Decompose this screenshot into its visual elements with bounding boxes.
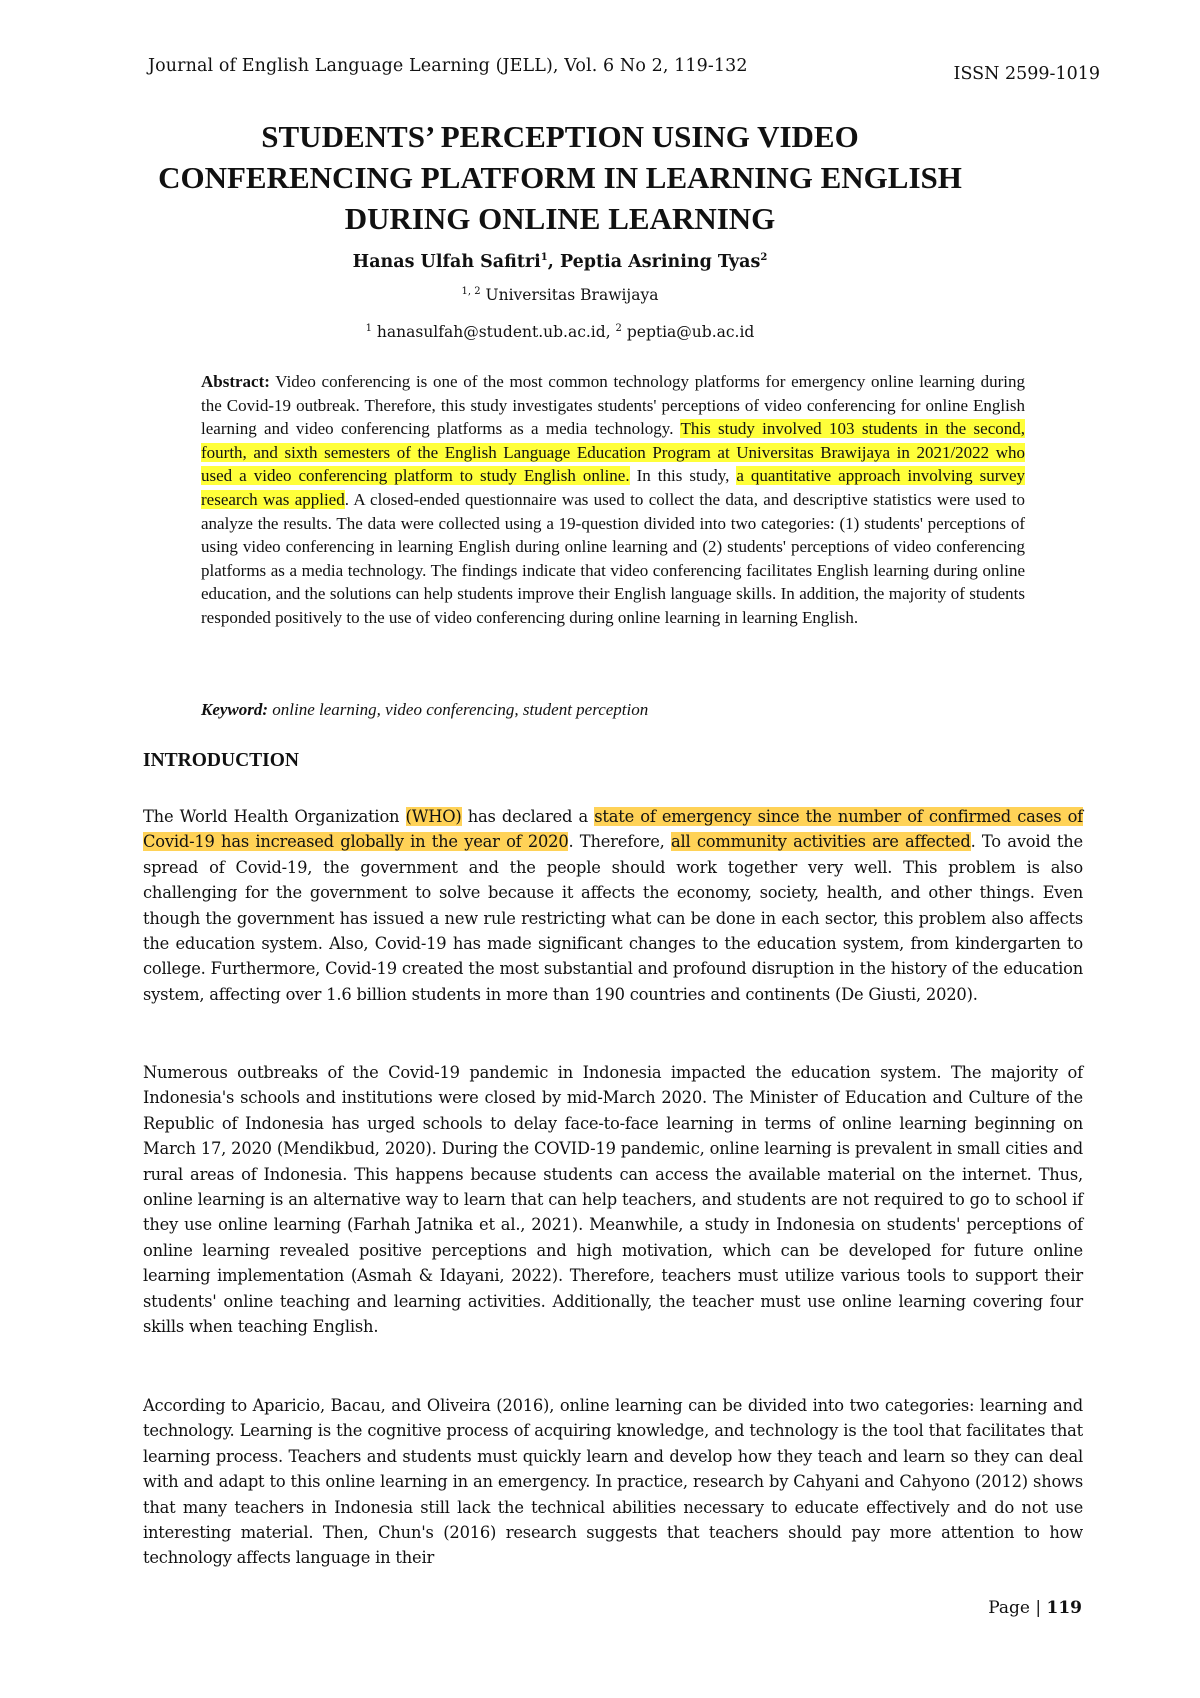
affiliation [120, 286, 1000, 304]
page-label: Page | [988, 1598, 1047, 1618]
intro-paragraph: According to Aparicio, Bacau, and Oliveira (2016), online learning can be divided into two categories: learning and technology. Learning is the cognitive process of acquiring knowledge, and technology is the tool that facilitates that learning process. Teachers and students must quickly learn and develop how they teach and learn so they can deal with and adapt to this online learning in an emergency. In practice, research by Cahyani and Cahyono (2012) shows that many teachers in Indonesia still lack the technical abilities necessary to educate effectively and do not use interesting material. Then, Chun's (2016) research suggests that teachers should pay more attention to how technology affects language in their [143, 1396, 1083, 1568]
author-name: Peptia Asrining Tyas [559, 252, 761, 272]
paper-title [120, 116, 1000, 239]
email-text: hanasulfah@student.ub.ac.id, [372, 323, 616, 341]
email-superscript: 1 [365, 322, 372, 334]
intro-paragraph [143, 804, 1083, 1007]
page-footer [988, 1598, 1082, 1618]
author-superscript: 1 [540, 252, 548, 264]
paragraph-highlight: all community activities are affected [670, 832, 971, 852]
abstract-text: In this study, [629, 466, 737, 486]
affiliation-text: Universitas Brawijaya [480, 286, 659, 304]
paragraph-highlight: state of emergency since the number of confirmed cases of Covid-19 has increased globally in the year of 2020 [143, 807, 1084, 852]
paragraph-text: The World Health Organization [143, 807, 406, 826]
issn-header: ISSN 2599-1019 [953, 64, 1100, 84]
email-superscript: 2 [615, 322, 622, 334]
keywords-label: Keyword: [201, 700, 269, 719]
title-line: CONFERENCING PLATFORM IN LEARNING ENGLISH [158, 160, 962, 195]
paragraph-text: . Therefore, [568, 832, 671, 852]
abstract [201, 370, 1025, 630]
abstract-label: Abstract: [201, 372, 270, 391]
section-heading: INTRODUCTION [143, 750, 300, 771]
page-number: 119 [1046, 1598, 1082, 1618]
author-separator: , [547, 252, 560, 272]
abstract-text: Video conferencing is one of the most common technology platforms for emergency online learning during the Covid-19 outbreak. Therefore, this study investigates students' perceptions of video conferencing for online English learning and video conferencing platforms as a media technology. [201, 372, 1025, 439]
intro-paragraph: Numerous outbreaks of the Covid-19 pandemic in Indonesia impacted the education system. The majority of Indonesia's schools and institutions were closed by mid-March 2020. The Minister of Education and Culture of the Republic of Indonesia has urged schools to delay face-to-face learning in terms of online learning beginning on March 17, 2020 (Mendikbud, 2020). During the COVID-19 pandemic, online learning is prevalent in small cities and rural areas of Indonesia. This happens because students can access the available material on the internet. Thus, online learning is an alternative way to learn that can help teachers, and students are not required to go to school if they use online learning (Farhah Jatnika et al., 2021). Meanwhile, a study in Indonesia on students' perceptions of online learning revealed positive perceptions and high motivation, which can be developed for future online learning implementation (Asmah & Idayani, 2022). Therefore, teachers must utilize various tools to support their students' online teaching and learning activities. Additionally, the teacher must use online learning covering four skills when teaching English. [143, 1063, 1083, 1337]
title-line: STUDENTS’ PERCEPTION USING VIDEO [261, 119, 859, 154]
email-text: peptia@ub.ac.id [621, 323, 755, 341]
author-emails [120, 323, 1000, 341]
author-list [120, 252, 1000, 272]
affiliation-superscript: 1, 2 [461, 285, 481, 297]
keywords [201, 700, 648, 720]
paragraph-text: . To avoid the spread of Covid-19, the government and the people should work together very well. This problem is also challenging for the government to solve because it affects the economy, society, health, and other things. Even though the government has issued a new rule restricting what can be done in each sector, this problem also affects the education system. Also, Covid-19 has made significant changes to the education system, from kindergarten to college. Furthermore, Covid-19 created the most substantial and profound disruption in the history of the education system, affecting over 1.6 billion students in more than 190 countries and continents (De Giusti, 2020). [143, 832, 1083, 1004]
author-superscript: 2 [760, 252, 768, 264]
paragraph-text: has declared a [461, 807, 595, 826]
abstract-highlight: This study involved 103 students in the second, fourth, and sixth semesters of the English Language Education Program at Universitas Brawijaya in 2021/2022 who used a video conferencing platform to study English online. [201, 419, 1025, 486]
author-name: Hanas Ulfah Safitri [352, 252, 541, 272]
keywords-text: online learning, video conferencing, student perception [268, 700, 649, 719]
abstract-text: . A closed-ended questionnaire was used to collect the data, and descriptive statistics were used to analyze the results. The data were collected using a 19-question divided into two categories: (1) students' perceptions of using video conferencing in learning English during online learning and (2) students' perceptions of video conferencing platforms as a media technology. The findings indicate that video conferencing facilitates English learning during online education, and the solutions can help students improve their English language skills. In addition, the majority of students responded positively to the use of video conferencing during online learning in learning English. [201, 489, 1025, 627]
paragraph-highlight: (WHO) [405, 807, 462, 826]
abstract-highlight: a quantitative approach involving survey research was applied [201, 466, 1025, 509]
title-line: DURING ONLINE LEARNING [344, 201, 776, 236]
journal-header: Journal of English Language Learning (JELL), Vol. 6 No 2, 119-132 [148, 56, 748, 76]
